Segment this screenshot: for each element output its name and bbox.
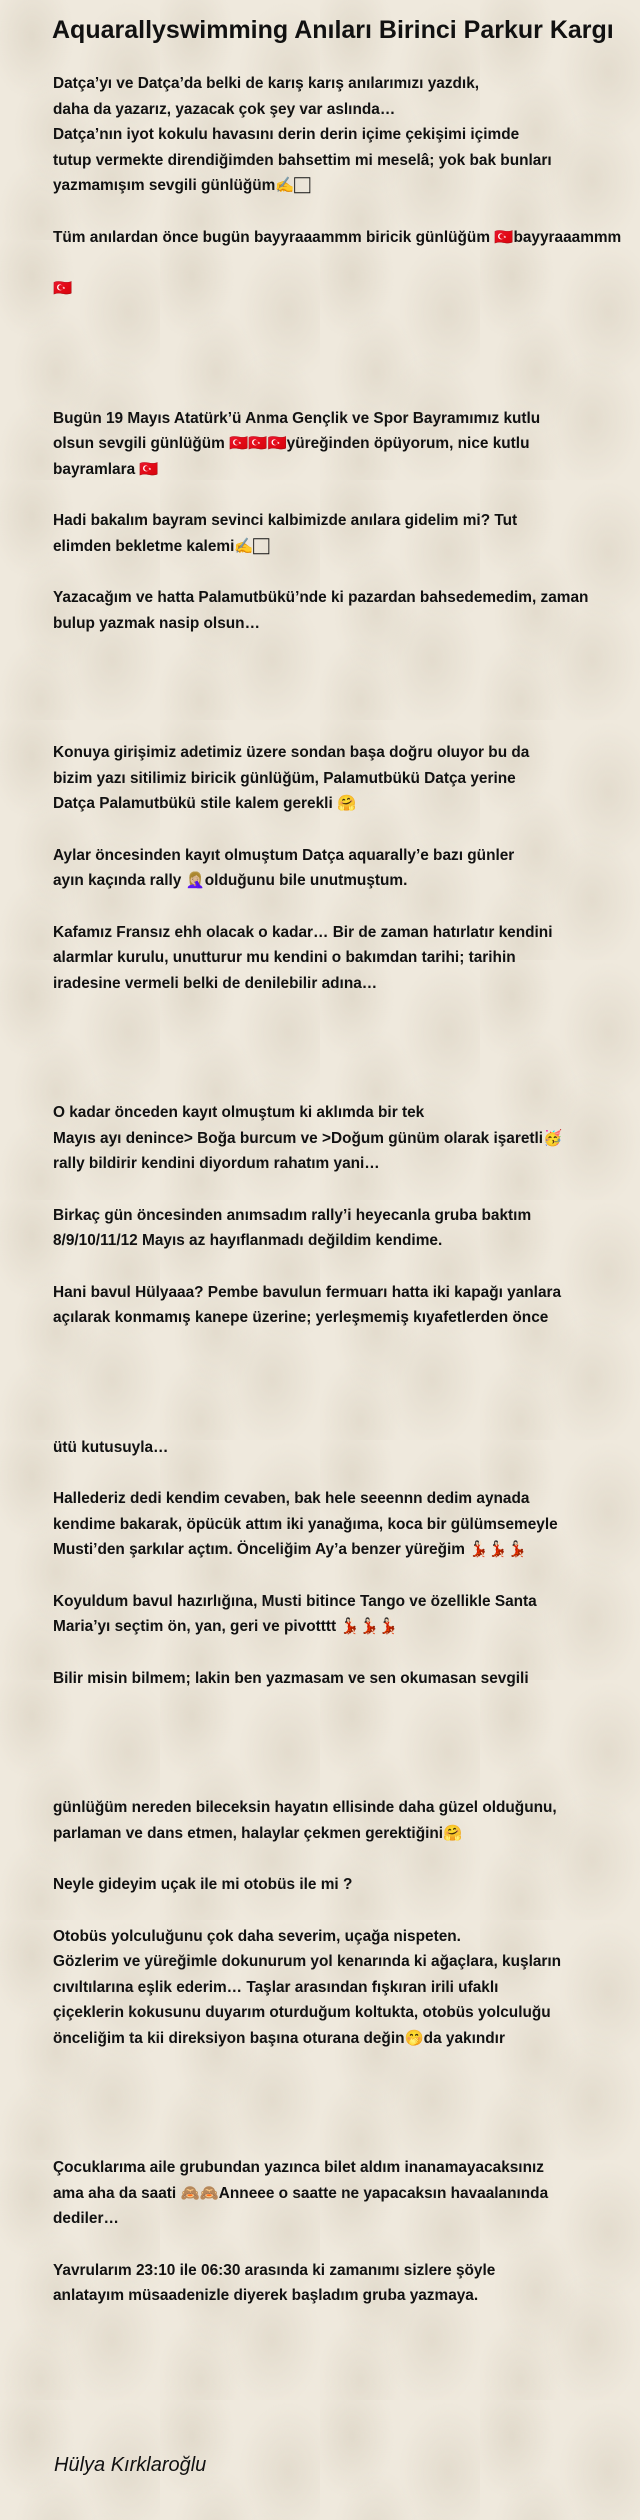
paragraph-13: ütü kutusuyla… [53,1438,169,1456]
paragraph-1: Datça’yı ve Datça’da belki de karış karış anılarımızı yazdık, daha da yazarız, yazacak çok şey var aslında… Datça’nın iyot kokulu havasını derin derin içime çekişimi içimde tutup vermekte direndiğimden bahsettim mi meselâ; yok bak bunları yazmamışım sevgili günlüğüm✍️🏻 [53,75,552,194]
paragraph-3: 🇹🇷 [53,280,73,297]
paragraph-19: Otobüs yolculuğunu çok daha severim, uçağa nispeten. Gözlerim ve yüreğimle dokunurum yol kenarında ki ağaçlara, kuşların cıvıltılarına eşlik ederim… Taşlar arasından fışkıran irili ufaklı çiçeklerin kokusunu duyarım oturduğum koltukta, otobüs yolculuğu önceliğim ta kii direksiyon başına oturana değin🤭da yakındır [53,1927,562,2047]
paragraph-14: Hallederiz dedi kendim cevaben, bak hele seeennn dedim aynada kendime bakarak, öpücük attım iki yanağıma, koca bir gülümsemeyle Musti’den şarkılar açtım. Önceliğim Ay’a benzer yüreğim 💃🏻💃🏻💃🏻 [53,1490,558,1558]
paragraph-2: Tüm anılardan önce bugün bayyraaammm biricik günlüğüm 🇹🇷bayyraaammm [53,228,622,246]
paragraph-20: Çocuklarıma aile grubundan yazınca bilet aldım inanamayacaksınız ama aha da saati 🙈🙈Anneee o saatte ne yapacaksın havaalanında dediler… [53,2159,549,2227]
paragraph-9: Kafamız Fransız ehh olacak o kadar… Bir de zaman hatırlatır kendini alarmlar kurulu, unutturur mu kendini o bakımdan tarihi; tarihin iradesine vermeli belki de denilebilir adına… [53,923,553,992]
paragraph-21: Yavrularım 23:10 ile 06:30 arasında ki zamanımı sizlere şöyle anlatayım müsaadenizle diyerek başladım gruba yazmaya. [53,2261,496,2304]
paragraph-6: Yazacağım ve hatta Palamutbükü’nde ki pazardan bahsedemedim, zaman bulup yazmak nasip olsun… [53,589,589,632]
paragraph-12: Hani bavul Hülyaaa? Pembe bavulun fermuarı hatta iki kapağı yanlara açılarak konmamış kanepe üzerine; yerleşmemiş kıyafetlerden önce [53,1283,562,1326]
paragraph-11: Birkaç gün öncesinden anımsadım rally’i heyecanla gruba baktım 8/9/10/11/12 Mayıs az hayıflanmadı değildim kendime. [53,1206,532,1249]
paragraph-5: Hadi bakalım bayram sevinci kalbimizde anılara gidelim mi? Tut elimden bekletme kalemi✍️🏻 [53,512,518,555]
paragraph-10: O kadar önceden kayıt olmuştum ki aklımda bir tek Mayıs ayı denince> Boğa burcum ve >Doğum günüm olarak işaretli🥳 rally bildirir kendini diyordum rahatım yani… [53,1104,563,1172]
paragraph-7: Konuya girişimiz adetimiz üzere sondan başa doğru oluyor bu da bizim yazı sitilimiz biricik günlüğüm, Palamutbükü Datça yerine Datça Palamutbükü stile kalem gerekli 🤗 [53,744,530,812]
author-signature: Hülya Kırklaroğlu [54,2454,207,2476]
paragraph-15: Koyuldum bavul hazırlığına, Musti bitince Tango ve özellikle Santa Maria’yı seçtim ön, yan, geri ve pivotttt 💃🏻💃🏻💃🏻 [53,1592,537,1635]
paragraph-18: Neyle gideyim uçak ile mi otobüs ile mi ? [53,1876,353,1893]
paragraph-4: Bugün 19 Mayıs Atatürk’ü Anma Gençlik ve Spor Bayramımız kutlu olsun sevgili günlüğüm 🇹🇷🇹🇷🇹🇷yüreğinden öpüyorum, nice kutlu bayramlara 🇹🇷 [53,409,541,478]
paragraph-8: Aylar öncesinden kayıt olmuştum Datça aquarally’e bazı günler ayın kaçında rally 🤦🏼‍♀️olduğunu bile unutmuştum. [53,846,515,889]
paragraph-16: Bilir misin bilmem; lakin ben yazmasam ve sen okumasan sevgili [53,1669,529,1687]
paragraph-17: günlüğüm nereden bileceksin hayatın ellisinde daha güzel olduğunu, parlaman ve dans etmen, halaylar çekmen gerektiğini🤗 [53,1799,557,1842]
page-title: Aquarallyswimming Anıları Birinci Parkur Kargı [52,16,614,44]
